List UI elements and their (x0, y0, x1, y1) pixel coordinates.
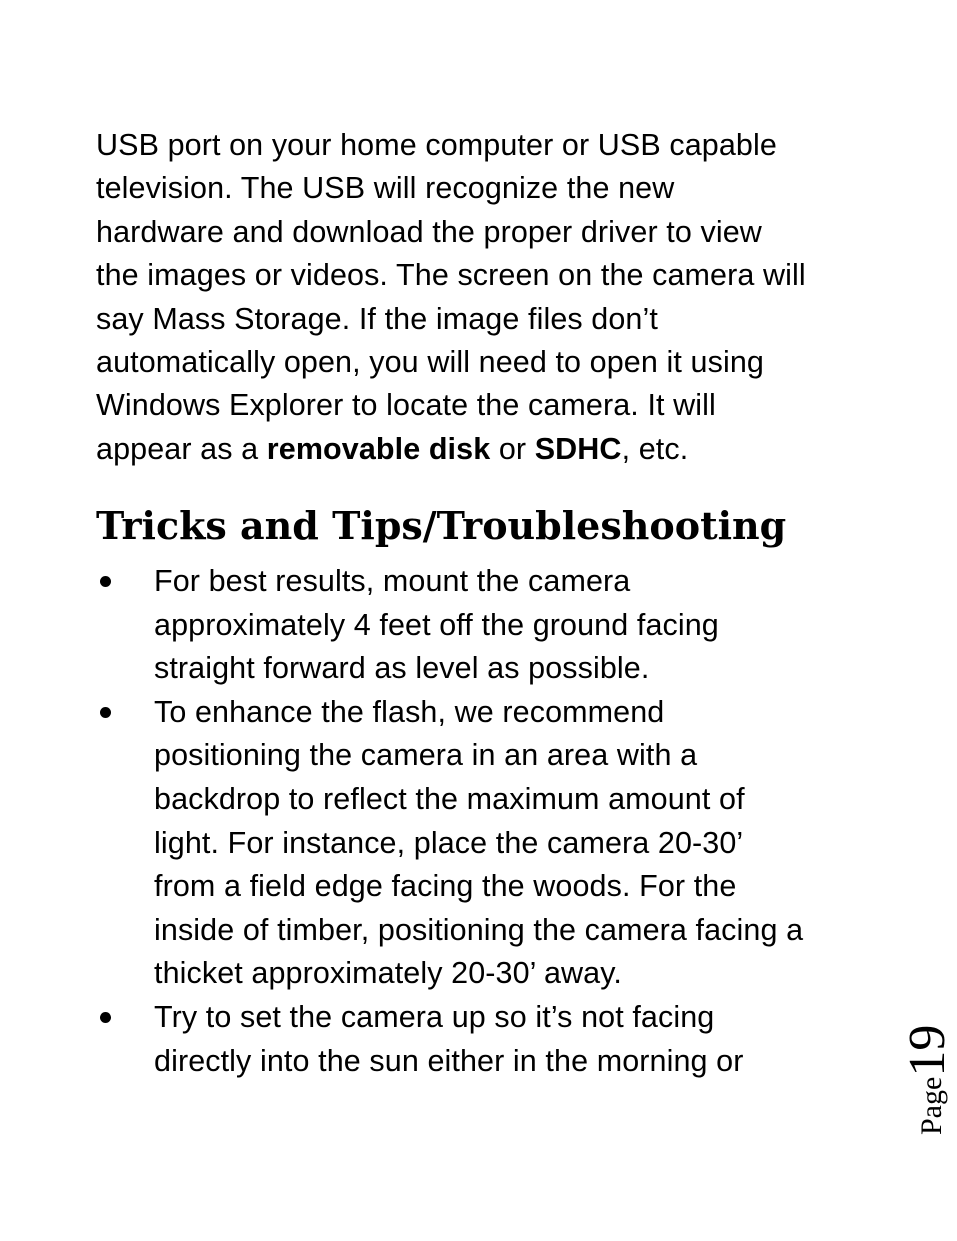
bullet-line: thicket approximately 20-30’ away. (154, 956, 622, 991)
bullet-line: straight forward as level as possible. (154, 651, 650, 686)
bullet-item-mounting (96, 560, 876, 691)
bullet-item-sun (96, 996, 876, 1083)
last-line-middle: or (490, 431, 535, 466)
bullet-line: To enhance the flash, we recommend (154, 694, 665, 729)
page-number-rotated (899, 1024, 957, 1135)
bullet-icon (100, 707, 111, 718)
sdhc-term: SDHC (534, 431, 622, 466)
bullet-line: inside of timber, positioning the camera facing a (154, 912, 804, 947)
paragraph-line: hardware and download the proper driver to view (96, 214, 762, 249)
bullet-icon (100, 576, 111, 587)
removable-disk-term: removable disk (266, 431, 491, 466)
paragraph-line: Windows Explorer to locate the camera. It will (96, 388, 716, 423)
bullet-line: positioning the camera in an area with a (154, 738, 698, 773)
last-line-prefix: appear as a (96, 431, 267, 466)
bullet-item-flash (96, 691, 876, 996)
last-line-suffix: , etc. (621, 431, 689, 466)
page-num: 19 (899, 1024, 956, 1077)
bullet-line: directly into the sun either in the morning or (154, 1043, 744, 1078)
paragraph-line: the images or videos. The screen on the camera will (96, 258, 806, 293)
paragraph-line: say Mass Storage. If the image files don’t (96, 301, 658, 336)
paragraph-last-line (96, 428, 876, 471)
paragraph-line: USB port on your home computer or USB capable (96, 128, 777, 162)
bullet-line: Try to set the camera up so it’s not facing (154, 999, 715, 1034)
bullet-line: For best results, mount the camera (154, 564, 631, 598)
paragraph-line: television. The USB will recognize the new (96, 171, 675, 206)
page-word: Page (915, 1076, 948, 1135)
bullet-line: from a field edge facing the woods. For the (154, 869, 737, 904)
bullet-icon (100, 1012, 111, 1023)
bullet-line: approximately 4 feet off the ground facing (154, 607, 719, 642)
page-number (899, 985, 956, 1135)
section-heading: Tricks and Tips/Troubleshooting (96, 503, 787, 548)
tips-bullet-list (96, 560, 876, 1083)
bullet-line: backdrop to reflect the maximum amount of (154, 781, 745, 816)
bullet-line: light. For instance, place the camera 20-30’ (154, 825, 744, 860)
usb-instructions-paragraph (96, 124, 876, 471)
paragraph-line: automatically open, you will need to open it using (96, 345, 764, 380)
